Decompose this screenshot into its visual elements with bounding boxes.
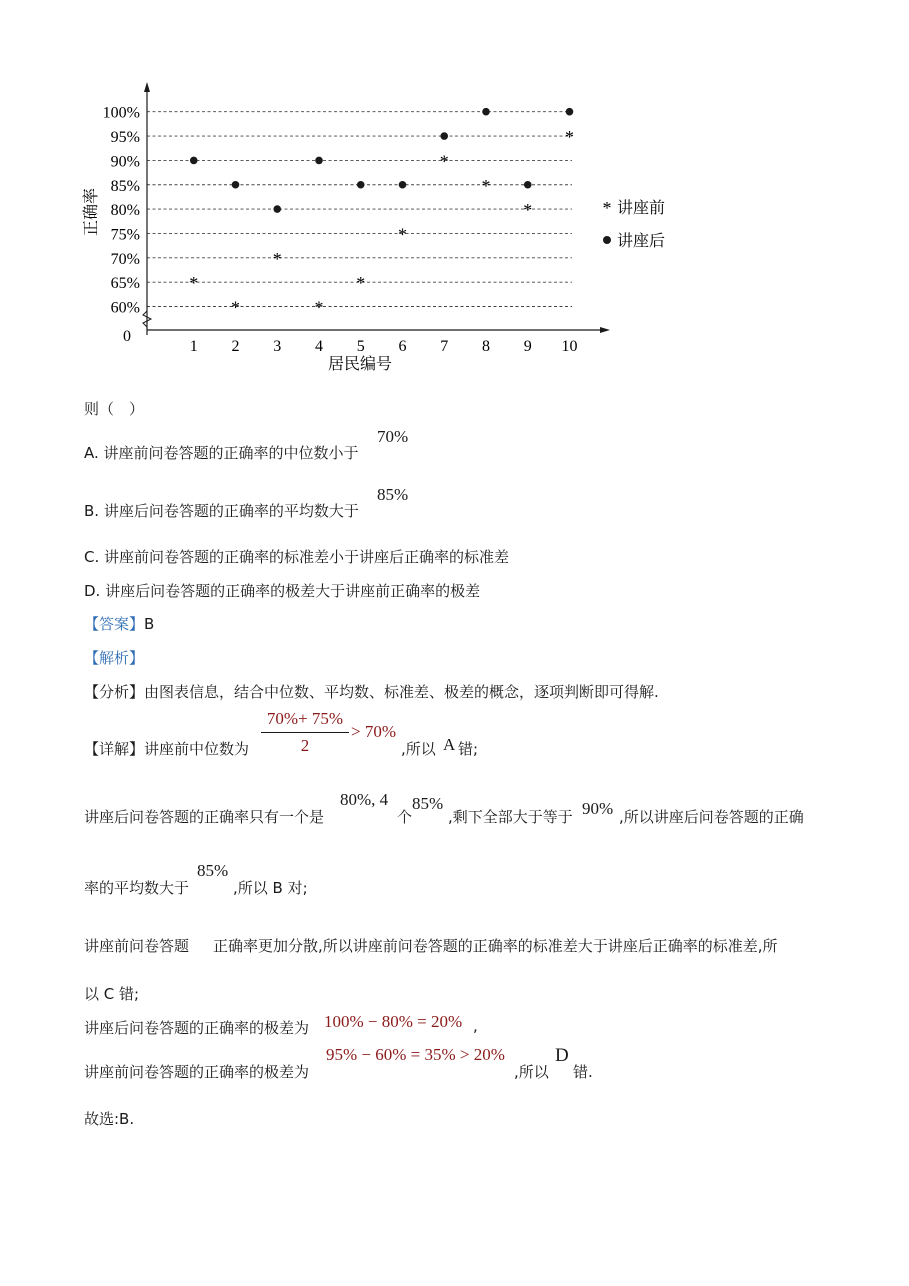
before-point: *: [565, 127, 574, 148]
detail-conclusion: 故选:B.: [84, 1110, 135, 1128]
option-a-text: A. 讲座前问卷答题的正确率的中位数小于: [84, 444, 359, 462]
detail-l3-b: ,所以 B 对;: [233, 879, 308, 897]
after-point: [399, 181, 407, 189]
detail-l2-b: 个: [397, 808, 413, 826]
after-point: [232, 181, 240, 189]
legend-marker-after: [603, 236, 611, 244]
option-b-math: 85%: [377, 485, 409, 504]
detail-l7-math: 95% − 60% = 35% > 20%: [326, 1045, 505, 1064]
detail-l5: 以 C 错;: [84, 985, 140, 1003]
detail-l4-b: 正确率更加分散,所以讲座前问卷答题的正确率的标准差大于讲座后正确率的标准差,所: [213, 937, 778, 955]
after-point: [566, 108, 574, 116]
x-tick-label: 7: [440, 338, 449, 355]
legend: [603, 198, 666, 250]
before-point: *: [481, 175, 491, 196]
detail-l6-math: 100% − 80% = 20%: [324, 1012, 463, 1031]
after-point: [440, 132, 448, 140]
before-point: *: [398, 224, 407, 245]
y-tick-label: 85%: [110, 177, 140, 195]
y-tick-label: 65%: [110, 275, 140, 293]
x-axis-arrow: [600, 327, 610, 333]
x-tick-label: 4: [315, 338, 323, 355]
detail-l2-d: ,所以讲座后问卷答题的正确: [619, 808, 804, 826]
after-point: [190, 157, 198, 165]
y-axis-label: 正确率: [83, 187, 100, 237]
fenxi-label: 【分析】: [84, 683, 145, 701]
answer-label: 【答案】: [84, 615, 145, 633]
detail-label: 【详解】: [84, 740, 145, 758]
detail-l2-math-2: 85%: [412, 794, 444, 813]
y-axis-arrow: [144, 82, 150, 92]
before-point: *: [439, 151, 449, 172]
detail-l7-b: ,所以: [514, 1063, 549, 1081]
before-point: *: [189, 273, 199, 294]
fenxi-line: [84, 681, 659, 702]
y-tick-label: 60%: [110, 299, 140, 317]
detail-l2-math-1: 80%, 4: [340, 790, 389, 809]
before-point: *: [272, 248, 282, 269]
y-tick-labels: [103, 105, 140, 317]
y-tick-label: 95%: [110, 129, 140, 147]
after-point: [357, 181, 365, 189]
legend-label-before: 讲座前: [617, 198, 666, 217]
y-tick-label: 75%: [110, 226, 140, 244]
detail-l1-end: 错;: [458, 740, 479, 758]
detail-l3-math: 85%: [197, 861, 229, 880]
detail-l2-a: 讲座后问卷答题的正确率只有一个是: [84, 808, 325, 826]
x-tick-label: 9: [523, 338, 532, 355]
x-tick-label: 1: [189, 338, 198, 355]
before-point: *: [314, 297, 324, 318]
answer-line: [84, 613, 154, 634]
before-point: *: [356, 273, 366, 294]
detail-l6-b: ,: [473, 1017, 478, 1035]
detail-l1-tail: ,所以: [401, 740, 436, 758]
after-point: [524, 181, 532, 189]
detail-l6-a: 讲座后问卷答题的正确率的极差为: [84, 1019, 310, 1037]
x-tick-label: 10: [561, 338, 578, 355]
data-marks: [189, 108, 574, 318]
x-tick-label: 6: [398, 338, 407, 355]
after-point: [315, 157, 323, 165]
scatter-chart: [0, 0, 909, 400]
origin-label: 0: [123, 328, 131, 345]
before-point: *: [231, 297, 240, 318]
y-tick-label: 70%: [110, 250, 140, 268]
legend-marker-before: *: [602, 198, 612, 218]
axes: [82, 82, 610, 373]
detail-l7-a: 讲座前问卷答题的正确率的极差为: [84, 1063, 310, 1081]
x-tick-label: 2: [231, 338, 240, 355]
detail-l2-c: ,剩下全部大于等于: [448, 808, 573, 826]
detail-line-1: [84, 738, 249, 759]
detail-l2-math-3: 90%: [582, 799, 614, 818]
fenxi-text: 由图表信息，结合中位数、平均数、标准差、极差的概念，逐项判断即可得解.: [144, 683, 659, 701]
detail-l1-option-a: A: [443, 735, 456, 754]
x-axis-label: 居民编号: [327, 354, 393, 373]
option-a: [84, 442, 359, 463]
detail-l4-a: 讲座前问卷答题: [84, 937, 190, 955]
after-point: [482, 108, 490, 116]
x-tick-labels: [190, 338, 578, 355]
y-tick-label: 90%: [110, 153, 140, 171]
option-b: [84, 500, 359, 521]
option-c: C. 讲座前问卷答题的正确率的标准差小于讲座后正确率的标准差: [84, 548, 510, 566]
y-tick-label: 80%: [110, 202, 140, 220]
x-tick-label: 3: [273, 338, 282, 355]
option-d: D. 讲座后问卷答题的正确率的极差大于讲座前正确率的极差: [84, 582, 481, 600]
analysis-label: 【解析】: [84, 649, 145, 667]
y-tick-label: 100%: [102, 104, 140, 122]
after-point: [273, 205, 281, 213]
detail-l1-text: 讲座前中位数为: [144, 740, 250, 758]
option-a-math: 70%: [377, 427, 409, 446]
question-stem: 则（ ）: [84, 400, 145, 418]
fraction-numerator: 70%+ 75%: [266, 709, 344, 728]
before-point: *: [523, 200, 533, 221]
fraction-denominator: 2: [300, 736, 310, 755]
median-fraction: [261, 709, 349, 756]
x-tick-label: 5: [356, 338, 365, 355]
detail-l3-a: 率的平均数大于: [84, 879, 190, 897]
detail-l7-c: 错.: [573, 1063, 593, 1081]
x-tick-label: 8: [482, 338, 490, 355]
answer-value: B: [144, 615, 155, 633]
legend-label-after: 讲座后: [617, 231, 666, 250]
option-b-text: B. 讲座后问卷答题的正确率的平均数大于: [84, 502, 359, 520]
detail-l7-option-d: D: [555, 1045, 569, 1066]
detail-l1-compare: > 70%: [351, 722, 396, 741]
fraction-bar: [261, 732, 349, 733]
